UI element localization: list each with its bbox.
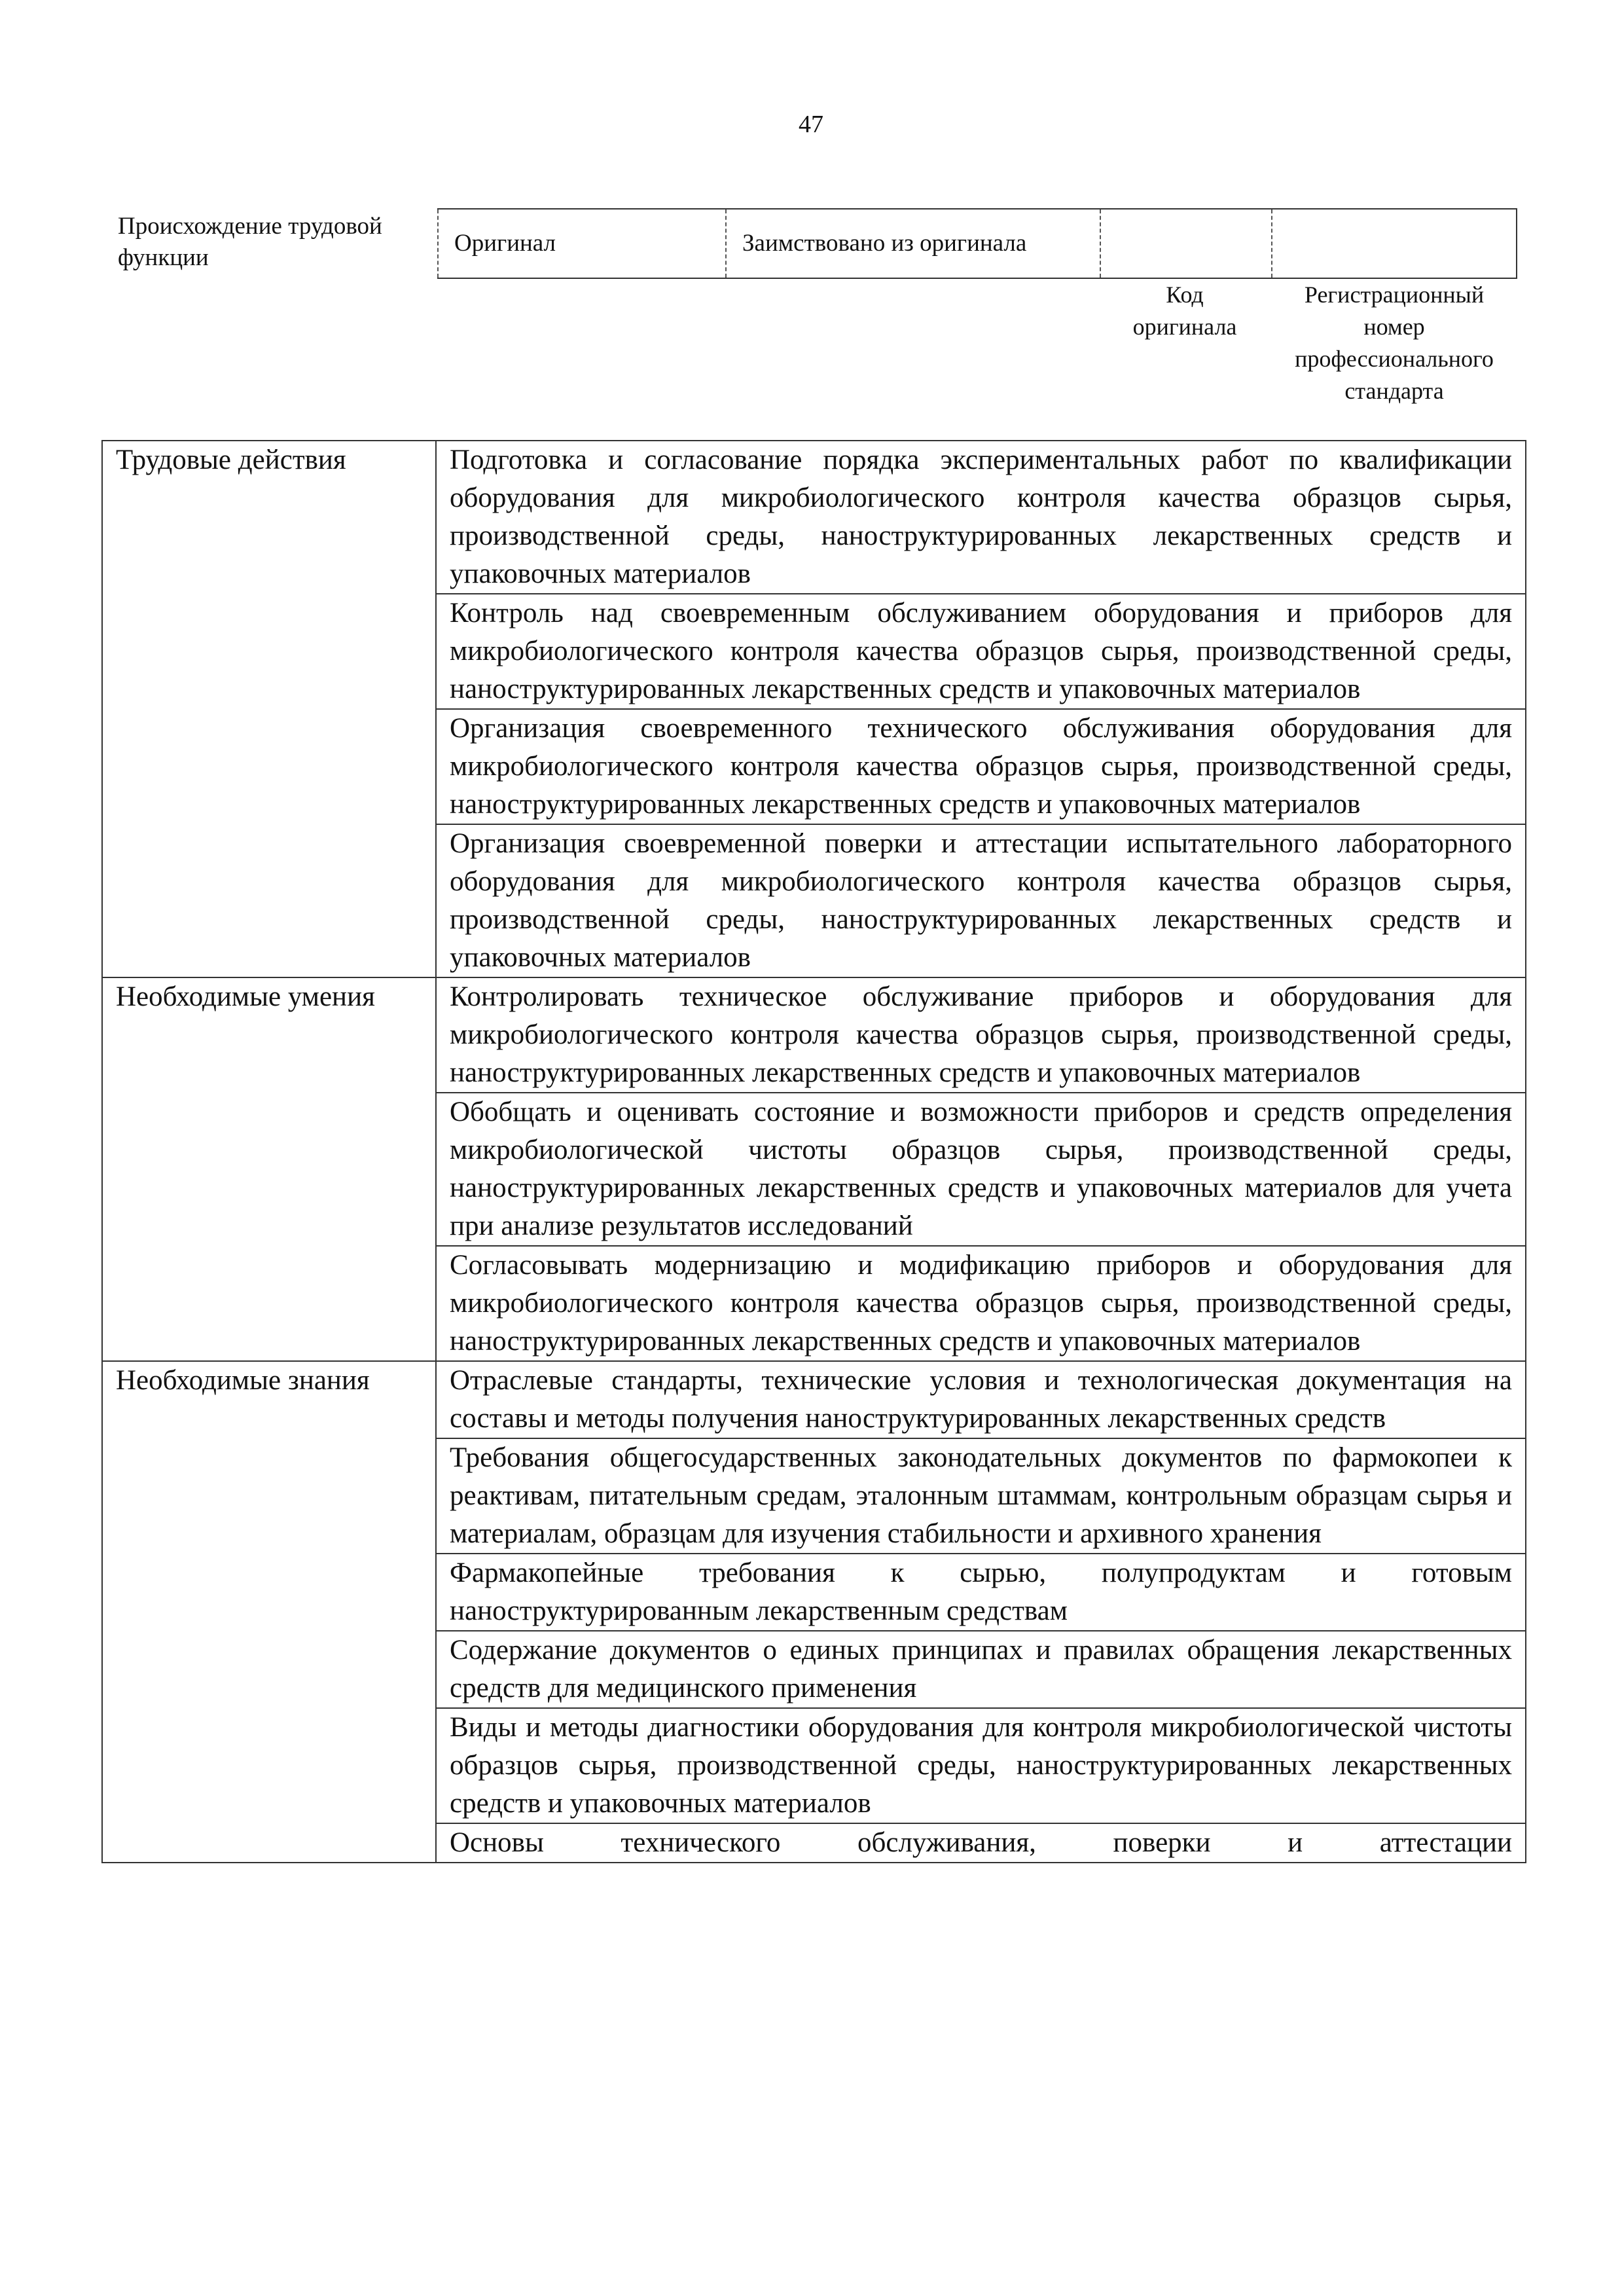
- table-row: [102, 1361, 1526, 1438]
- origin-label: Происхождение трудовой функции: [118, 213, 382, 271]
- section-title: Необходимые умения: [102, 977, 436, 1361]
- page-number: 47: [799, 111, 823, 138]
- labor-function-table: [101, 440, 1526, 1863]
- table-cell-item: Контролировать техническое обслуживание приборов и оборудования для микробиологического контроля качества образцов сырья, производственной среды, наноструктурированных лекарственных средств и упаковочных материалов: [436, 977, 1526, 1093]
- code-caption: Код оригинала: [1132, 282, 1237, 340]
- origin-code-cell: [1100, 210, 1271, 278]
- table-cell-item: Виды и методы диагностики оборудования для контроля микробиологической чистоты образцов сырья, производственной среды, наноструктурированных лекарственных средств и упаковочных материалов: [436, 1708, 1526, 1823]
- table-cell-item: Организация своевременного технического обслуживания оборудования для микробиологического контроля качества образцов сырья, производственной среды, наноструктурированных лекарственных средств и упаковочных материалов: [436, 709, 1526, 824]
- table-cell-item: Согласовывать модернизацию и модификацию приборов и оборудования для микробиологического контроля качества образцов сырья, производственной среды, наноструктурированных лекарственных средств и упаковочных материалов: [436, 1246, 1526, 1361]
- table-cell-item: Контроль над своевременным обслуживанием оборудования и приборов для микробиологического контроля качества образцов сырья, производственной среды, наноструктурированных лекарственных средств и упаковочных материалов: [436, 594, 1526, 709]
- reg-caption: Регистрационный номер профессионального стандарта: [1295, 282, 1494, 404]
- table-row: [102, 977, 1526, 1093]
- table-cell-item: Основы технического обслуживания, поверки и аттестации: [436, 1823, 1526, 1863]
- table-cell-item: Содержание документов о единых принципах и правилах обращения лекарственных средств для медицинского применения: [436, 1631, 1526, 1708]
- table-cell-item: Организация своевременной поверки и аттестации испытательного лабораторного оборудования для микробиологического контроля качества образцов сырья, производственной среды, наноструктурированных лекарственных средств и упаковочных материалов: [436, 824, 1526, 977]
- section-title: Трудовые действия: [102, 441, 436, 977]
- origin-borrowed-text: Заимствовано из оригинала: [742, 230, 1027, 257]
- table-cell-item: Подготовка и согласование порядка экспериментальных работ по квалификации оборудования для микробиологического контроля качества образцов сырья, производственной среды, наноструктурированных лекарственных средств и упаковочных материалов: [436, 441, 1526, 594]
- table-cell-item: Отраслевые стандарты, технические условия и технологическая документация на составы и методы получения наноструктурированных лекарственных средств: [436, 1361, 1526, 1438]
- table-cell-item: Фармакопейные требования к сырью, полупродуктам и готовым наноструктурированным лекарственным средствам: [436, 1554, 1526, 1631]
- table-cell-item: Требования общегосударственных законодательных документов по фармокопеи к реактивам, питательным средам, эталонным штаммам, контрольным образцам сырья и материалам, образцам для изучения стабильности и архивного хранения: [436, 1438, 1526, 1554]
- origin-borrowed-cell: [725, 210, 1100, 278]
- section-title: Необходимые знания: [102, 1361, 436, 1863]
- origin-reg-cell: [1271, 210, 1517, 278]
- table-row: [102, 441, 1526, 594]
- origin-table: [437, 208, 1517, 279]
- origin-original-cell: [437, 210, 725, 278]
- table-cell-item: Обобщать и оценивать состояние и возможности приборов и средств определения микробиологической чистоты образцов сырья, производственной среды, наноструктурированных лекарственных средств и упаковочных материалов для учета при анализе результатов исследований: [436, 1093, 1526, 1246]
- origin-original-text: Оригинал: [454, 230, 556, 257]
